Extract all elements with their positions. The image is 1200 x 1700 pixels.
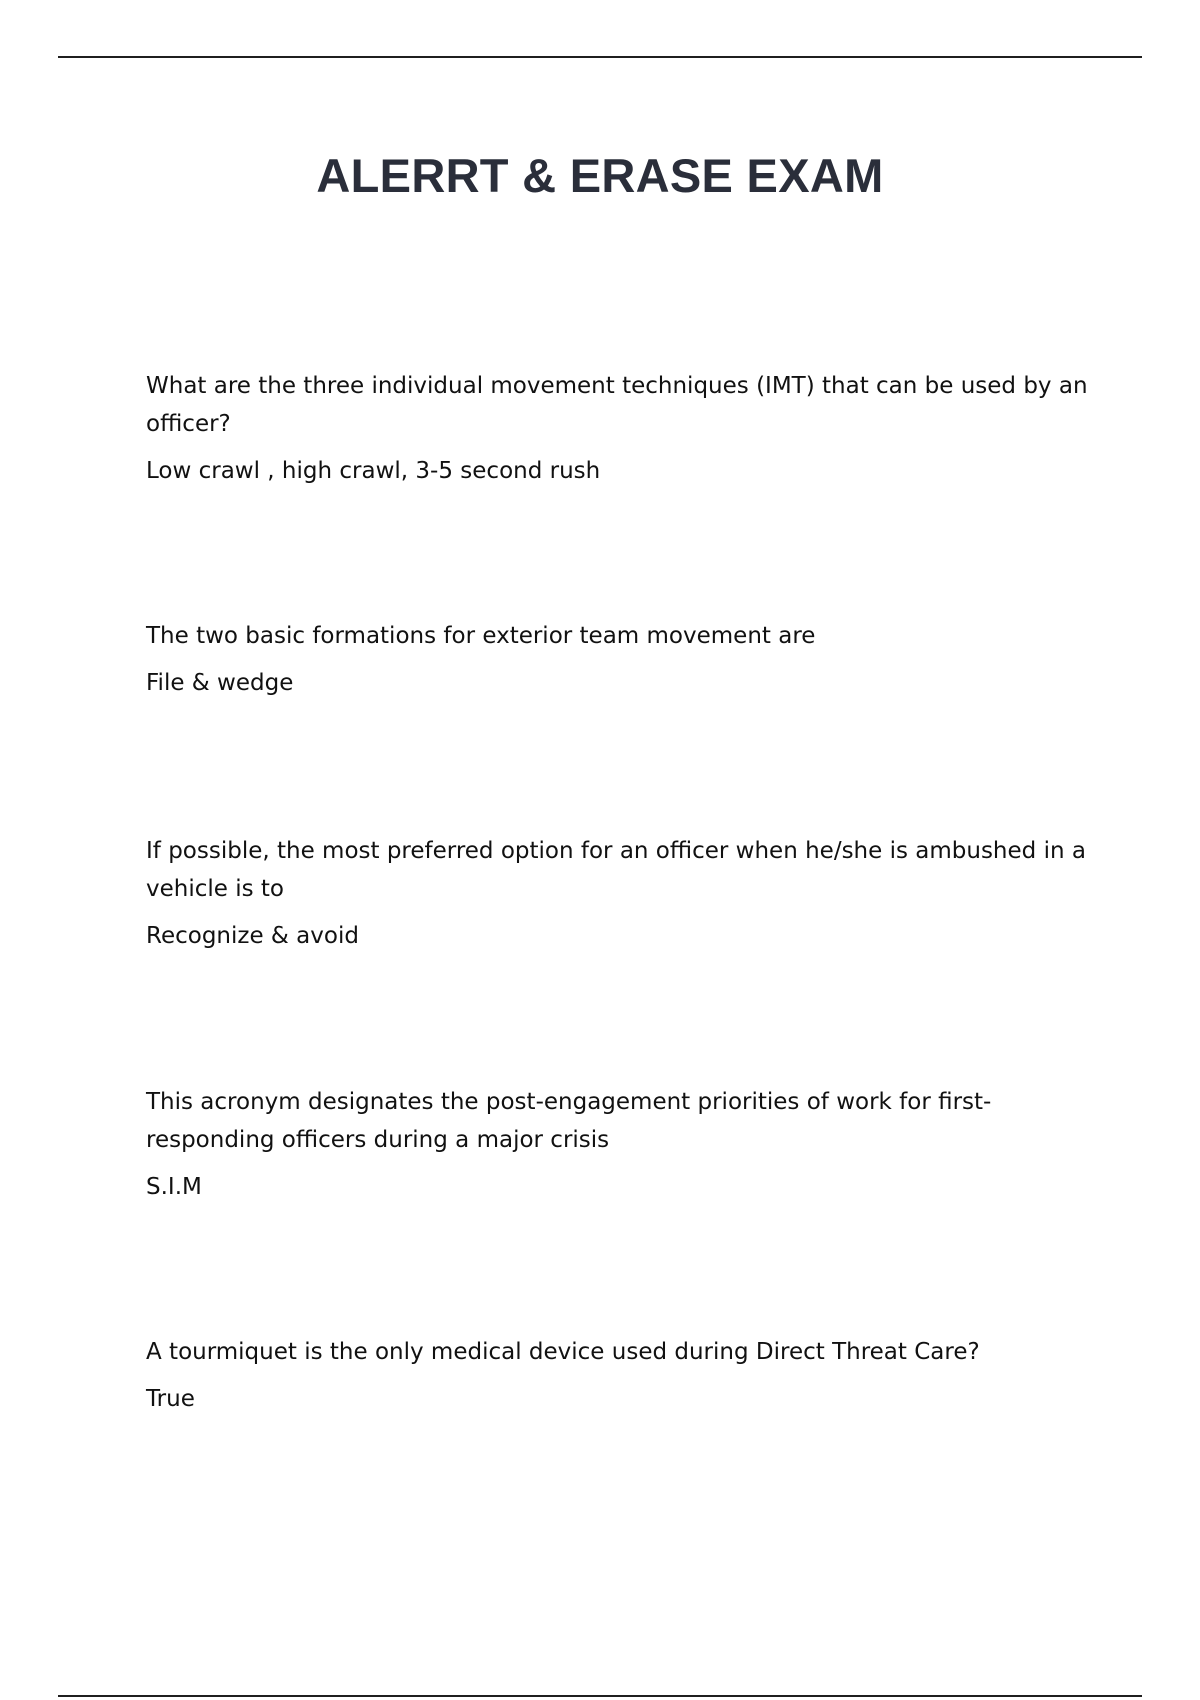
qa-item xyxy=(146,617,1096,699)
answer-text: File & wedge xyxy=(146,670,294,696)
qa-item xyxy=(146,832,1096,952)
qa-item xyxy=(146,1083,1096,1203)
question-text: A tourmiquet is the only medical device used during Direct Threat Care? xyxy=(146,1339,980,1365)
answer-text: True xyxy=(146,1386,195,1412)
qa-item xyxy=(146,1333,1096,1415)
question-text: What are the three individual movement techniques (IMT) that can be used by an officer? xyxy=(146,373,1088,437)
answer-text: Recognize & avoid xyxy=(146,923,359,949)
bottom-rule xyxy=(58,1695,1142,1697)
question-text: If possible, the most preferred option for an officer when he/she is ambushed in a vehicle is to xyxy=(146,838,1086,902)
answer-text: Low crawl , high crawl, 3-5 second rush xyxy=(146,458,601,484)
page-title: ALERRT & ERASE EXAM xyxy=(316,149,884,202)
qa-item xyxy=(146,367,1096,487)
question-text: This acronym designates the post-engagement priorities of work for first-responding officers during a major crisis xyxy=(146,1089,992,1153)
answer-text: S.I.M xyxy=(146,1174,202,1200)
question-text: The two basic formations for exterior team movement are xyxy=(146,623,816,649)
